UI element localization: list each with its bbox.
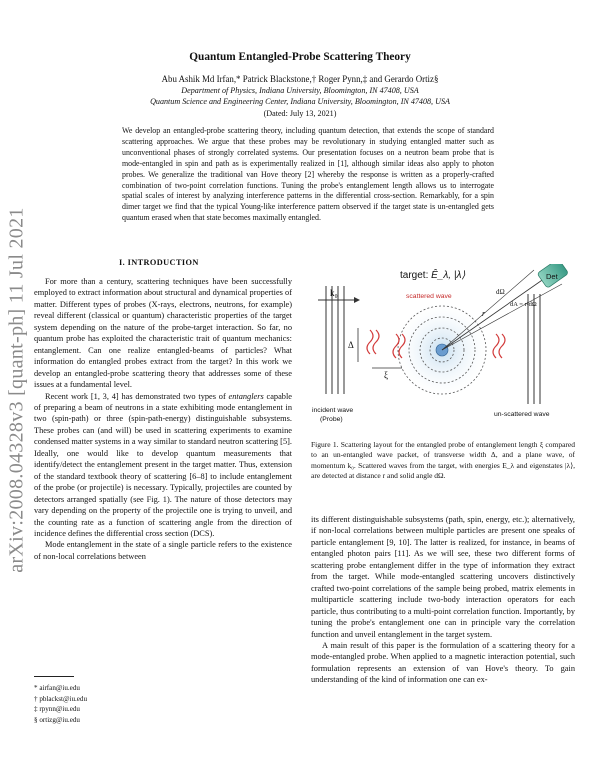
paragraph: Mode entanglement in the state of a single particle refers to the existence of non-local correlations between bbox=[34, 540, 292, 561]
author-list: Abu Ashik Md Irfan,* Patrick Blackstone,† Roger Pynn,‡ and Gerardo Ortiz§ bbox=[161, 74, 439, 84]
arxiv-identifier: arXiv:2008.04328v3 [quant-ph] 11 Jul 2021 bbox=[5, 207, 28, 573]
date-line: (Dated: July 13, 2021) bbox=[263, 109, 337, 118]
arrowhead-icon bbox=[354, 297, 360, 303]
entangled-wave-packet bbox=[367, 330, 379, 354]
section-heading: I. INTRODUCTION bbox=[119, 258, 199, 267]
xi-label: ξ bbox=[384, 370, 389, 380]
solid-angle-label: dΩ bbox=[496, 288, 505, 296]
scattered-wave-label: scattered wave bbox=[406, 293, 452, 300]
emphasis: entanglers bbox=[228, 391, 264, 401]
outgoing-wave-packet bbox=[493, 334, 505, 358]
affiliation-2: Quantum Science and Engineering Center, Indiana University, Bloomington, IN 47408, USA bbox=[150, 97, 450, 106]
text-run: Recent work [1, 3, 4] has demonstrated two types of bbox=[45, 391, 229, 401]
left-column bbox=[34, 276, 292, 562]
area-label: dA = r²dΩ bbox=[510, 301, 537, 308]
footnote-rule bbox=[34, 676, 74, 677]
figure-1 bbox=[310, 264, 580, 436]
text-run: capable of preparing a beam of neutrons in a state exhibiting mode entanglement in two (spin-path) or three (spin-path-energy) distinguishable subsystems. These probes can (and will) be used in scattering experiments to examine condensed matter systems in a way similar to standard neutron scattering [5]. Ideally, one would like to develop quantum measurements that identify/detect the entanglement present in the target matter. Thus, extension of the standard textbook theory of scattering [6–8] to include entanglement of the probe (or projectile) is necessary. Typically, projectiles are counted by detectors arranged spatially (see Fig. 1). The nature of those detectors may vary depending on the property of the projectile one is trying to unveil, and the counting rate as a function of scattering angle from the direction of incidence defines the differential cross section (DCS). bbox=[34, 391, 292, 538]
r-label: r bbox=[482, 309, 486, 318]
paragraph bbox=[34, 391, 292, 540]
footnote: § ortizg@iu.edu bbox=[34, 715, 80, 724]
footnote: † pblackst@iu.edu bbox=[34, 694, 88, 703]
target-label bbox=[400, 268, 465, 281]
footnote: ‡ rpynn@iu.edu bbox=[34, 705, 80, 714]
detector-label: Det bbox=[546, 272, 558, 281]
right-column bbox=[311, 514, 575, 686]
paragraph: A main result of this paper is the formulation of a scattering theory for a mode-entangled probe. When applied to a magnetic interaction potential, such formulation represents an extension of van Hove's theory. To gain understanding of the kind of information one can ex- bbox=[311, 640, 575, 685]
probe-label: (Probe) bbox=[320, 416, 343, 423]
target-text: target: bbox=[400, 270, 432, 281]
delta-label: Δ bbox=[348, 340, 354, 350]
abstract: We develop an entangled-probe scattering theory, including quantum detection, that extends the scope of standard scattering approaches. We argue that these probes may be revolutionary in studying entangled matter such as unconventional phases of strongly correlated systems. Our presentation focuses on a neutron beam probe that is mode-entangled in spin and path as is experimentally realized in [1], although similar ideas also apply to photon probes. We generalize the traditional van Hove theory [2] whereby the response is written as a properly-crafted combination of two-point correlation functions. Tuning the probe's entanglement length allows us to interrogate spatial scales of interest by analyzing interference patterns in the differential cross-section. Remarkably, for a spin dimer target we find that the typical Young-like interference pattern observed if the target state is un-entangled gets quantum erased when that state becomes maximally entangled. bbox=[122, 126, 494, 223]
paragraph: its different distinguishable subsystems (path, spin, energy, etc.); alternatively, if non-local correlations between multiple particles are present one speaks of particle entanglement [9, 10]. The latter is realized, for instance, in beams of entangled photon pairs [11]. As we will see, these two different forms of scattering probe entanglement differ in the type of information they extract from the target. While mode-entangled scattering uncovers distinctively crafted two-point correlations of the sample being probed, matrix elements in multiparticle scattering include two-body interaction operators for each particle, thus contributing to a multi-point correlation function. Importantly, by tuning the probe's entanglement one can in principle vary the correlation function and unveil entanglement in the target system. bbox=[311, 515, 575, 639]
k0-label: k₀ bbox=[330, 288, 338, 298]
footnote: * airfan@iu.edu bbox=[34, 684, 80, 692]
paper-title: Quantum Entangled-Probe Scattering Theory bbox=[189, 51, 411, 63]
paragraph: For more than a century, scattering techniques have been successfully employed to extract information about structural and dynamical properties of matter. Different types of probes (X-rays, electrons, neutrons, for example) reveal different (classical or quantum) characteristic properties of the target system depending on the nature of the probe-target interaction. So far, no quantum probe has exploited the characteristic trait of quantum mechanics: entanglement. Can one realize entangled-beams of particles? What information do entangled probes extract from the target? In this work we develop an entangled-probe scattering theory that addresses some of these issues at a fundamental level. bbox=[34, 277, 292, 390]
unscattered-wave-label: un-scattered wave bbox=[494, 411, 550, 418]
scattering-diagram bbox=[310, 264, 580, 436]
target-math: Ê_λ, |λ⟩ bbox=[431, 270, 466, 281]
footnotes bbox=[34, 683, 87, 725]
incident-wave-label: incident wave bbox=[312, 407, 354, 414]
affiliation-1: Department of Physics, Indiana University, Bloomington, IN 47408, USA bbox=[181, 86, 419, 95]
figure-caption: Figure 1. Scattering layout for the entangled probe of entanglement length ξ compared to an un-entangled wave packet, of transverse width Δ, and a plane wave, of momentum k₀. Scattered waves from the target, with energies E_λ and eigenstates |λ⟩, are detected at distance r and solid angle dΩ. bbox=[311, 440, 575, 480]
